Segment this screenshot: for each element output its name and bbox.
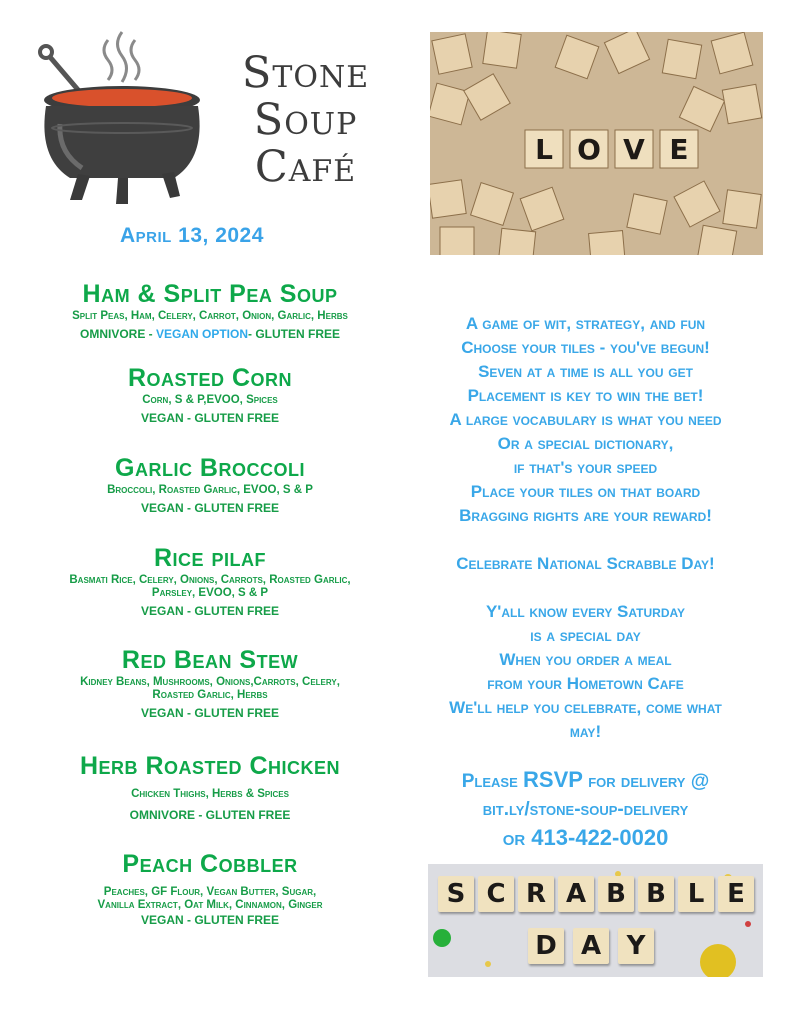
poem-line: Seven at a time is all you get <box>478 362 693 381</box>
banner-tile: Y <box>618 928 654 964</box>
delivery-link[interactable]: bit.ly/stone-soup-delivery <box>482 799 689 820</box>
dish-ingredients <box>20 886 400 912</box>
poem-line: if that's your speed <box>513 458 658 477</box>
dish-name: Garlic Broccoli <box>115 454 305 482</box>
dish-name: Peach Cobbler <box>122 850 298 878</box>
poem-line: Placement is key to win the bet! <box>467 386 704 405</box>
dish-ingredients: Split Peas, Ham, Celery, Carrot, Onion, Garlic, Herbs <box>72 310 348 322</box>
banner-tile: R <box>518 876 554 912</box>
scrabble-poem <box>408 312 763 528</box>
dish-ingredients-line1: Kidney Beans, Mushrooms, Onions,Carrots, Celery, <box>80 676 340 688</box>
menu-item-ham-split-pea-soup <box>20 280 400 342</box>
poem-line: When you order a meal <box>499 650 672 669</box>
dish-name: Herb Roasted Chicken <box>79 752 341 780</box>
rsvp-block <box>408 766 763 852</box>
poem-line: Or a special dictionary, <box>497 434 674 453</box>
menu-item-garlic-broccoli <box>20 454 400 516</box>
banner-tile: L <box>678 876 714 912</box>
cafe-name <box>198 50 413 191</box>
dish-name: Roasted Corn <box>127 364 293 392</box>
banner-tile: B <box>638 876 674 912</box>
dish-ingredients-line2: Vanilla Extract, Oat Milk, Cinnamon, Ginger <box>97 899 323 911</box>
poem-line: is a special day <box>530 626 641 645</box>
menu-item-herb-roasted-chicken <box>20 752 400 823</box>
poem-line: A large vocabulary is what you need <box>449 410 722 429</box>
photo-tile-o: O <box>577 133 601 166</box>
banner-tile: S <box>438 876 474 912</box>
rsvp-line: Please RSVP for delivery @ <box>461 767 710 792</box>
dish-diet: VEGAN - GLUTEN FREE <box>140 706 279 720</box>
banner-tile: B <box>598 876 634 912</box>
scrabble-day-banner <box>428 864 763 977</box>
dish-name: Ham & Split Pea Soup <box>82 280 338 308</box>
cauldron-icon <box>30 28 205 208</box>
menu-item-rice-pilaf <box>20 544 400 619</box>
dish-ingredients-line2: Roasted Garlic, Herbs <box>152 689 268 701</box>
dish-diet: VEGAN - GLUTEN FREE <box>140 913 279 927</box>
poem-line: A game of wit, strategy, and fun <box>465 314 706 333</box>
rsvp-word: RSVP <box>523 767 583 792</box>
dish-diet: OMNIVORE - GLUTEN FREE <box>129 808 291 822</box>
dish-ingredients-line1: Basmati Rice, Celery, Onions, Carrots, Roasted Garlic, <box>69 574 351 586</box>
menu-date: April 13, 2024 <box>120 224 264 247</box>
poem-line: Y'all know every Saturday <box>485 602 686 621</box>
dish-diet: VEGAN - GLUTEN FREE <box>140 411 279 425</box>
banner-tile: A <box>558 876 594 912</box>
banner-tile: E <box>718 876 754 912</box>
photo-tile-l: L <box>535 133 553 166</box>
banner-tile: D <box>528 928 564 964</box>
cafe-name-line1: Stone <box>241 48 370 98</box>
poem-line: from your Hometown Cafe <box>487 674 684 693</box>
dish-diet: VEGAN - GLUTEN FREE <box>140 501 279 515</box>
photo-tile-e: E <box>669 133 689 166</box>
scrabble-tiles-image <box>430 32 763 255</box>
poem-line: Bragging rights are your reward! <box>459 506 712 525</box>
dish-ingredients: Chicken Thighs, Herbs & Spices <box>131 788 289 800</box>
banner-tile: A <box>573 928 609 964</box>
dish-ingredients-line2: Parsley, EVOO, S & P <box>151 587 269 599</box>
banner-tile: C <box>478 876 514 912</box>
photo-tile-v: V <box>623 133 645 166</box>
dish-ingredients: Corn, S & P,EVOO, Spices <box>142 394 278 406</box>
celebrate-line: Celebrate National Scrabble Day! <box>456 554 715 573</box>
dish-ingredients <box>20 574 400 600</box>
dish-diet: VEGAN - GLUTEN FREE <box>140 604 279 618</box>
poem-line: Choose your tiles - you've begun! <box>461 338 710 357</box>
phone-number[interactable]: or 413-422-0020 <box>502 825 669 850</box>
poem-line: We'll help you celebrate, come what <box>449 698 722 717</box>
cafe-name-line2: Soup <box>253 95 358 145</box>
scrabble-tiles-photo <box>430 32 763 255</box>
menu-item-red-bean-stew <box>20 646 400 721</box>
dish-name: Red Bean Stew <box>121 646 299 674</box>
cafe-name-line3: Café <box>254 142 357 192</box>
poem-line: may! <box>569 722 602 741</box>
dish-diet: OMNIVORE - VEGAN OPTION- GLUTEN FREE <box>79 327 341 341</box>
dish-name: Rice pilaf <box>153 544 266 572</box>
dish-ingredients-line1: Peaches, GF Flour, Vegan Butter, Sugar, <box>103 886 317 898</box>
saturday-verse <box>408 600 763 744</box>
menu-item-peach-cobbler <box>20 850 400 928</box>
menu-item-roasted-corn <box>20 364 400 426</box>
dish-ingredients: Broccoli, Roasted Garlic, EVOO, S & P <box>107 484 313 496</box>
poem-line: Place your tiles on that board <box>470 482 701 501</box>
dish-ingredients <box>20 676 400 702</box>
